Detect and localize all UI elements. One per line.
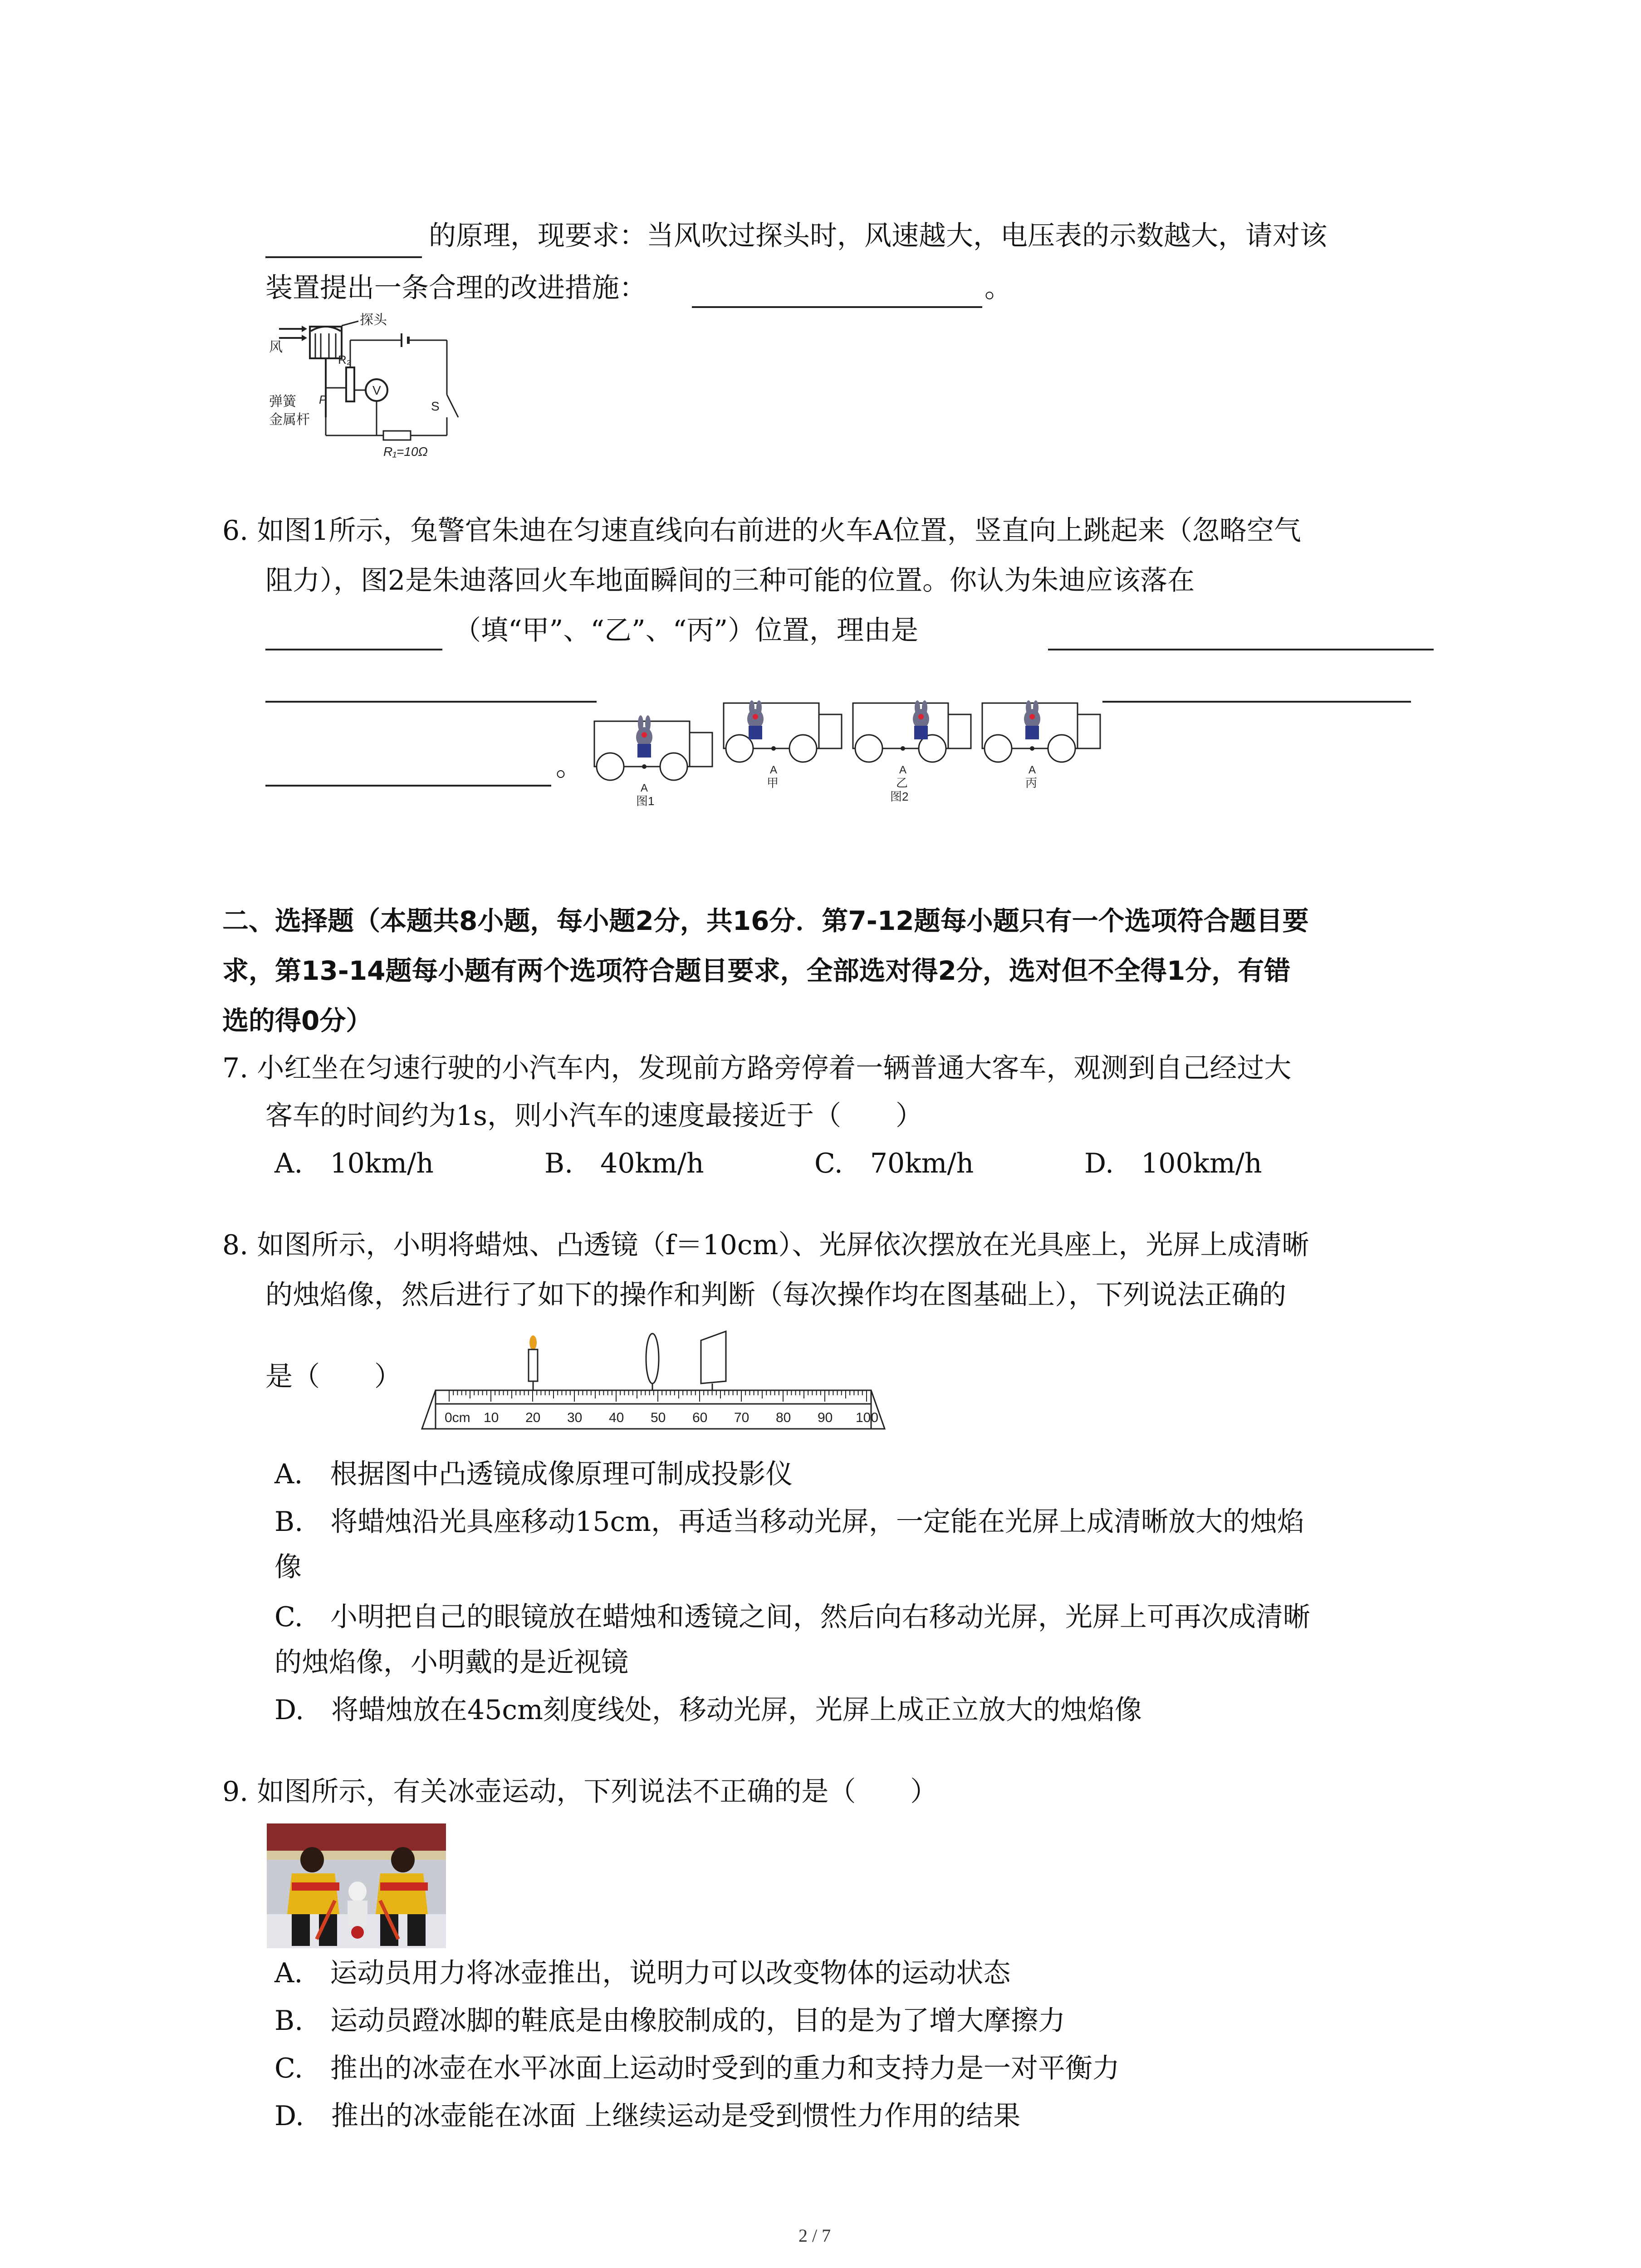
train-figure-bing [982, 700, 1100, 790]
switch-label: S [431, 399, 440, 413]
q8-option-a[interactable]: A. 根据图中凸透镜成像原理可制成投影仪 [274, 1458, 793, 1490]
q9-line1: 9. 如图所示，有关冰壶运动，下列说法不正确的是（ ） [222, 1776, 938, 1808]
fig2-label: 图2 [890, 790, 909, 803]
answer-blank[interactable] [265, 649, 442, 650]
q8-option-d[interactable]: D. 将蜡烛放在45cm刻度线处，移动光屏，光屏上成正立放大的烛焰像 [274, 1694, 1142, 1726]
ruler-label: 90 [818, 1410, 833, 1425]
curling-photo [267, 1823, 446, 1948]
answer-blank[interactable] [265, 256, 422, 258]
q9-option-c[interactable]: C. 推出的冰壶在水平冰面上运动时受到的重力和支持力是一对平衡力 [274, 2053, 1120, 2084]
section2-line2: 求，第13-14题每小题有两个选项符合题目要求，全部选对得2分，选对但不全得1分，有错 [222, 955, 1291, 986]
q7-option-c[interactable]: C. 70km/h [814, 1148, 974, 1179]
section2-line3: 选的得0分） [222, 1005, 372, 1036]
q7-option-a[interactable]: A. 10km/h [274, 1148, 434, 1179]
optical-bench-figure [417, 1329, 898, 1447]
q8-line1: 8. 如图所示，小明将蜡烛、凸透镜（f＝10cm）、光屏依次摆放在光具座上，光屏上成清晰 [222, 1229, 1309, 1261]
ruler-label: 20 [525, 1410, 541, 1425]
jia-label: 甲 [767, 776, 779, 790]
q8-option-b-line1[interactable]: B. 将蜡烛沿光具座移动15cm，再适当移动光屏，一定能在光屏上成清晰放大的烛焰 [274, 1506, 1305, 1538]
ruler-label: 50 [651, 1410, 666, 1425]
ruler-label: 30 [567, 1410, 583, 1425]
bing-label: 丙 [1025, 776, 1038, 790]
q7-option-b[interactable]: B. 40km/h [544, 1148, 704, 1179]
train-figure-1 [594, 715, 712, 808]
ruler-label: 70 [734, 1410, 749, 1425]
ruler-label: 60 [692, 1410, 708, 1425]
section2-line1: 二、选择题（本题共8小题，每小题2分，共16分．第7-12题每小题只有一个选项符合题目要 [222, 905, 1309, 936]
voltmeter-label: V [372, 383, 381, 397]
page-number: 2 / 7 [798, 2225, 831, 2246]
q8-option-c-line1[interactable]: C. 小明把自己的眼镜放在蜡烛和透镜之间，然后向右移动光屏，光屏上可再次成清晰 [274, 1601, 1310, 1633]
ruler-label: 100 [856, 1410, 879, 1425]
q6-line5-end: 。 [556, 751, 583, 782]
q6-line3: （填“甲”、“乙”、“丙”）位置，理由是 [454, 615, 919, 646]
train-figures [590, 699, 1112, 821]
wind-label: 风 [269, 340, 283, 355]
p-label: P [319, 393, 327, 406]
q9-option-a[interactable]: A. 运动员用力将冰壶推出，说明力可以改变物体的运动状态 [274, 1957, 1011, 1989]
q6-line1: 6. 如图1所示，兔警官朱迪在匀速直线向右前进的火车A位置，竖直向上跳起来（忽略空气 [222, 515, 1301, 547]
q8-option-b-line2: 像 [274, 1551, 302, 1583]
q9-option-d[interactable]: D. 推出的冰壶能在冰面 上继续运动是受到惯性力作用的结果 [274, 2100, 1021, 2132]
q5-line2: 装置提出一条合理的改进措施： [265, 272, 647, 304]
answer-blank[interactable] [1048, 649, 1434, 650]
q7-line2: 客车的时间约为1s，则小汽车的速度最接近于（ ） [265, 1100, 923, 1132]
label-a: A [899, 764, 907, 776]
q5-line2-end: 。 [985, 272, 1012, 304]
q7-option-d[interactable]: D. 100km/h [1084, 1148, 1262, 1179]
ruler-label: 80 [776, 1410, 791, 1425]
answer-blank[interactable] [692, 306, 982, 308]
ruler-label: 40 [609, 1410, 624, 1425]
train-figure-yi [853, 700, 971, 803]
answer-blank[interactable] [265, 701, 597, 703]
yi-label: 乙 [896, 776, 908, 790]
r1-label: R₁=10Ω [383, 445, 428, 459]
ruler-label: 10 [484, 1410, 499, 1425]
r2-label: R₂ [338, 353, 351, 367]
q8-option-c-line2: 的烛焰像，小明戴的是近视镜 [274, 1647, 628, 1678]
q9-option-b[interactable]: B. 运动员蹬冰脚的鞋底是由橡胶制成的，目的是为了增大摩擦力 [274, 2005, 1066, 2037]
label-a: A [770, 764, 778, 776]
q8-line2: 的烛焰像，然后进行了如下的操作和判断（每次操作均在图基础上），下列说法正确的 [265, 1279, 1286, 1311]
answer-blank[interactable] [265, 785, 551, 787]
q5-line1: 的原理，现要求：当风吹过探头时，风速越大，电压表的示数越大，请对该 [429, 220, 1327, 252]
q7-line1: 7. 小红坐在匀速行驶的小汽车内，发现前方路旁停着一辆普通大客车，观测到自己经过大 [222, 1052, 1292, 1084]
spring-label: 弹簧 [269, 394, 296, 409]
q6-line2: 阻力），图2是朱迪落回火车地面瞬间的三种可能的位置。你认为朱迪应该落在 [265, 565, 1195, 596]
train-figure-jia [724, 700, 842, 790]
wind-speed-circuit-figure [265, 313, 501, 463]
rod-label: 金属杆 [269, 412, 310, 427]
probe-label: 探头 [360, 313, 387, 327]
q8-line3: 是（ ） [265, 1361, 402, 1393]
label-a: A [641, 782, 648, 794]
ruler-label: 0cm [445, 1410, 470, 1425]
answer-blank[interactable] [1102, 701, 1411, 703]
fig1-label: 图1 [636, 794, 655, 808]
label-a: A [1029, 764, 1036, 776]
